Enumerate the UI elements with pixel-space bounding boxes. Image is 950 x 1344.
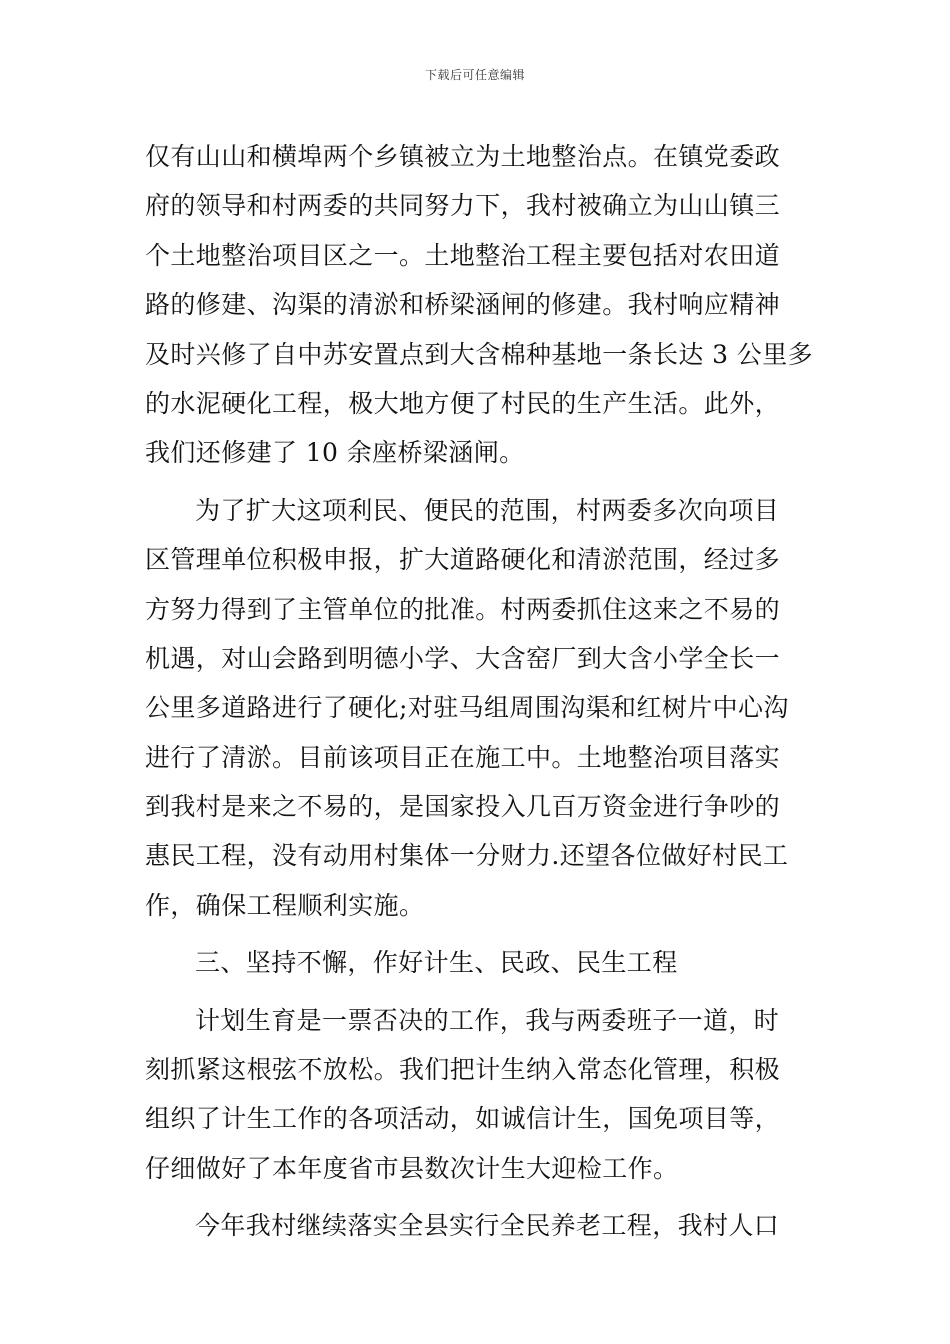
page-header: 下载后可任意编辑: [424, 68, 525, 82]
text-line: 刻抓紧这根弦不放松。我们把计生纳入常态化管理，积极: [145, 1055, 781, 1085]
text-line: 进行了清淤。目前该项目正在施工中。土地整治项目落实: [145, 742, 781, 772]
text-line: 的水泥硬化工程，极大地方便了村民的生产生活。此外，: [145, 388, 781, 418]
text-line: 惠民工程，没有动用村集体一分财力.还望各位做好村民工: [145, 841, 789, 871]
document-body: [145, 132, 814, 1251]
paragraph-first-line: 今年我村继续落实全县实行全民养老工程，我村人口: [195, 1211, 780, 1241]
text-line: 组织了计生工作的各项活动，如诚信计生，国免项目等，: [145, 1104, 781, 1134]
paragraph-first-line: 计划生育是一票否决的工作，我与两委班子一道，时: [195, 1005, 780, 1035]
text-line: 作，确保工程顺利实施。: [145, 890, 425, 920]
text-line: 区管理单位积极申报，扩大道路硬化和清淤范围，经过多: [145, 545, 781, 575]
text-line: 及时兴修了自中苏安置点到大含棉种基地一条长达 3 公里多: [145, 339, 814, 369]
text-line: 方努力得到了主管单位的批准。村两委抓住这来之不易的: [145, 594, 781, 624]
text-line: 府的领导和村两委的共同努力下，我村被确立为山山镇三: [145, 191, 781, 221]
text-line: 我们还修建了 10 余座桥梁涵闸。: [145, 438, 525, 468]
text-line: 路的修建、沟渠的清淤和桥梁涵闸的修建。我村响应精神: [145, 290, 781, 320]
paragraph-first-line: 为了扩大这项利民、便民的范围，村两委多次向项目: [195, 495, 780, 525]
section-heading: 三、坚持不懈，作好计生、民政、民生工程: [195, 948, 678, 978]
text-line: 到我村是来之不易的，是国家投入几百万资金进行争吵的: [145, 792, 781, 822]
text-line: 仅有山山和横埠两个乡镇被立为土地整治点。在镇党委政: [145, 142, 781, 171]
text-line: 仔细做好了本年度省市县数次计生大迎检工作。: [145, 1153, 679, 1183]
text-line: 公里多道路进行了硬化;对驻马组周围沟渠和红树片中心沟: [145, 693, 789, 723]
text-line: 机遇，对山会路到明德小学、大含窑厂到大含小学全长一: [145, 643, 781, 673]
text-line: 个土地整治项目区之一。土地整治工程主要包括对农田道: [145, 240, 781, 270]
